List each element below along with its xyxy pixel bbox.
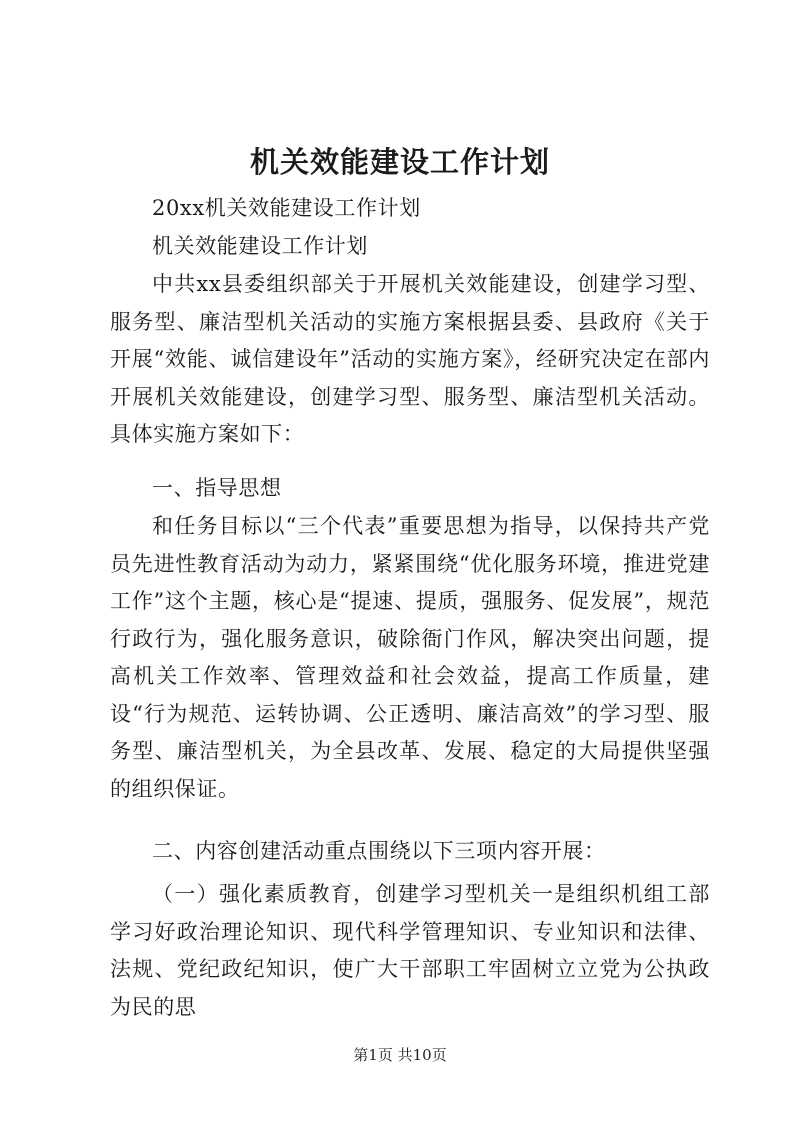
paragraph-intro: 中共xx县委组织部关于开展机关效能建设，创建学习型、服务型、廉洁型机关活动的实施方案根据县委、县政府《关于开展“效能、诚信建设年”活动的实施方案》，经研究决定在部内开展机关效能建设，创建学习型、服务型、廉洁型机关活动。具体实施方案如下： [110,272,710,446]
paragraph-quality-education: （一）强化素质教育，创建学习型机关一是组织机组工部学习好政治理论知识、现代科学管理知识、专业知识和法律、法规、党纪政纪知识，使广大干部职工牢固树立立党为公执政为民的思 [110,882,710,1019]
paragraph-heading-year: 20xx机关效能建设工作计划 [152,196,421,220]
document-title: 机关效能建设工作计划 [249,145,550,179]
section-heading-guiding-ideology: 一、指导思想 [152,476,282,500]
paragraph-subtitle: 机关效能建设工作计划 [152,234,368,258]
page-number-footer: 第1页 共10页 [353,1046,447,1064]
paragraph-goals: 和任务目标以“三个代表”重要思想为指导，以保持共产党员先进性教育活动为动力，紧紧围绕“优化服务环境，推进党建工作”这个主题，核心是“提速、提质，强服务、促发展”，规范行政行为，强化服务意识，破除衙门作风，解决突出问题，提高机关工作效率、管理效益和社会效益，提高工作质量，建设“行为规范、运转协调、公正透明、廉洁高效”的学习型、服务型、廉洁型机关，为全县改革、发展、稳定的大局提供坚强的组织保证。 [110,514,710,801]
section-heading-content: 二、内容创建活动重点围绕以下三项内容开展： [152,839,606,863]
